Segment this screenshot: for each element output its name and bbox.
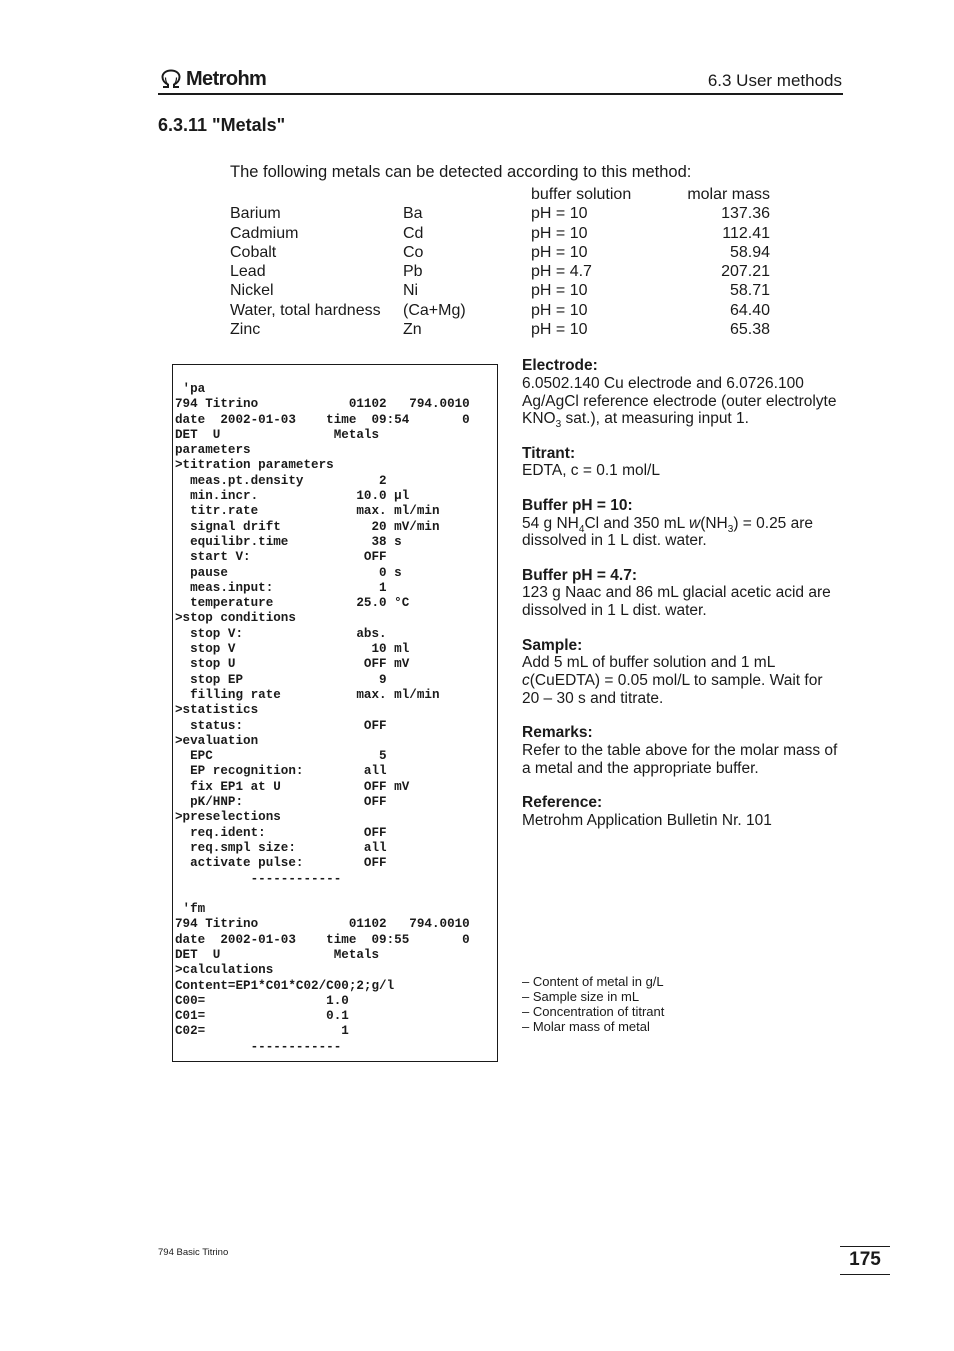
buffer10-heading: Buffer pH = 10: [522, 496, 633, 514]
remarks-line: Refer to the table above for the molar mass of [522, 742, 838, 760]
printout-line: start V: OFF [175, 550, 387, 565]
printout-line: activate pulse: OFF [175, 856, 387, 871]
buffer10-block [522, 497, 842, 550]
printout-line: >statistics [175, 703, 259, 718]
metal-symbol: (Ca+Mg) [403, 301, 466, 319]
titrant-block [522, 445, 842, 481]
text-run: Cl and 350 mL [584, 514, 689, 532]
buffer-solution: pH = 10 [531, 321, 588, 339]
column-header-buffer: buffer solution [531, 186, 632, 203]
printout-line: DET U Metals [175, 947, 380, 962]
printout-line [175, 887, 470, 902]
printout-box [172, 364, 498, 1062]
omega-icon [160, 69, 182, 89]
printout-line: stop V: abs. [175, 626, 387, 641]
molar-mass: 137.36 [721, 205, 770, 223]
buffer-solution: pH = 4.7 [531, 263, 592, 281]
printout-line: ------------ [175, 871, 342, 886]
buffer10-line [522, 515, 842, 533]
printout-line: titr.rate max. ml/min [175, 504, 440, 519]
printout-line: >stop conditions [175, 611, 296, 626]
buffer-solution: pH = 10 [531, 205, 588, 223]
buffer-solution: pH = 10 [531, 301, 588, 319]
printout-line: fix EP1 at U OFF mV [175, 779, 410, 794]
printout-line: pK/HNP: OFF [175, 795, 387, 810]
printout-line: equilibr.time 38 s [175, 534, 402, 549]
text-run: (NH [700, 514, 728, 532]
printout-line: 'fm [175, 902, 206, 917]
subscript: 3 [555, 419, 562, 431]
reference-heading: Reference: [522, 794, 603, 812]
metal-symbol: Zn [403, 321, 422, 339]
printout-line: date 2002-01-03 time 09:54 0 [175, 412, 470, 427]
printout-line: DET U Metals [175, 427, 380, 442]
printout-line: C01= 0.1 [175, 1009, 349, 1024]
metal-symbol: Pb [403, 263, 423, 281]
column-header-mass: molar mass [687, 186, 770, 203]
buffer-solution: pH = 10 [531, 243, 588, 261]
metal-name: Cobalt [230, 243, 277, 261]
remarks-line: a metal and the appropriate buffer. [522, 759, 759, 777]
buffer10-line: dissolved in 1 L dist. water. [522, 532, 707, 550]
printout-line: pause 0 s [175, 565, 402, 580]
metal-symbol: Co [403, 243, 424, 261]
printout-line: meas.pt.density 2 [175, 473, 387, 488]
buffer47-heading: Buffer pH = 4.7: [522, 566, 637, 584]
molar-mass: 58.94 [729, 243, 770, 261]
italic-run: w [688, 514, 701, 532]
printout-line: C02= 1 [175, 1024, 349, 1039]
printout-line: req.ident: OFF [175, 825, 387, 840]
header-section-title: 6.3 User methods [707, 71, 842, 90]
metal-name: Cadmium [230, 224, 299, 242]
reference-block [522, 794, 842, 830]
electrode-line: 6.0502.140 Cu electrode and 6.0726.100 [522, 374, 804, 392]
metal-name: Zinc [230, 321, 261, 339]
electrode-line: Ag/AgCl reference electrode (outer electrolyte [522, 392, 837, 410]
reference-text: Metrohm Application Bulletin Nr. 101 [522, 811, 772, 829]
metal-symbol: Ba [403, 205, 423, 223]
printout-line: C00= 1.0 [175, 993, 349, 1008]
metal-name: Barium [230, 205, 281, 223]
subscript: 4 [578, 523, 585, 535]
sample-line [522, 672, 842, 690]
calculation-legend [522, 974, 664, 1034]
titrant-heading: Titrant: [522, 444, 576, 462]
printout-line: stop U OFF mV [175, 657, 410, 672]
legend-item: – Molar mass of metal [522, 1019, 650, 1035]
molar-mass: 58.71 [729, 282, 770, 300]
printout-line: date 2002-01-03 time 09:55 0 [175, 932, 470, 947]
printout-line: stop EP 9 [175, 672, 387, 687]
sample-heading: Sample: [522, 636, 583, 654]
printout-line: parameters [175, 443, 251, 458]
titrant-text: EDTA, c = 0.1 mol/L [522, 462, 660, 480]
metal-symbol: Cd [403, 224, 424, 242]
printout-line: min.incr. 10.0 µl [175, 489, 410, 504]
sample-line: Add 5 mL of buffer solution and 1 mL [522, 654, 776, 672]
metal-name: Lead [230, 263, 266, 281]
molar-mass: 207.21 [721, 263, 770, 281]
printout-line: >titration parameters [175, 458, 334, 473]
legend-item: – Sample size in mL [522, 989, 640, 1005]
legend-item: – Concentration of titrant [522, 1004, 665, 1020]
molar-mass: 112.41 [722, 224, 770, 242]
electrode-block [522, 357, 842, 431]
printout-line: req.smpl size: all [175, 840, 387, 855]
printout-line: EP recognition: all [175, 764, 387, 779]
sample-line: 20 – 30 s and titrate. [522, 689, 664, 707]
text-run: sat.), at measuring input 1. [561, 410, 749, 428]
printout-line: >calculations [175, 963, 274, 978]
printout-line: EPC 5 [175, 749, 387, 764]
metal-name: Water, total hardness [230, 301, 381, 319]
brand-name: Metrohm [186, 67, 267, 90]
italic-run: c [522, 672, 530, 690]
legend-item: – Content of metal in g/L [522, 974, 664, 989]
printout-line: 794 Titrino 01102 794.0010 [175, 397, 470, 412]
page-number: 175 [840, 1249, 890, 1275]
printout-line: signal drift 20 mV/min [175, 519, 440, 534]
page-number-top-rule [840, 1246, 890, 1247]
printout-line: status: OFF [175, 718, 387, 733]
printout-line: temperature 25.0 °C [175, 596, 410, 611]
remarks-heading: Remarks: [522, 724, 593, 742]
molar-mass: 65.38 [729, 321, 770, 339]
intro-text: The following metals can be detected according to this method: [230, 163, 692, 181]
text-run: (CuEDTA) = 0.05 mol/L to sample. Wait for [529, 672, 823, 690]
metrohm-logo [160, 66, 266, 92]
subscript: 3 [727, 523, 734, 535]
header-rule [158, 93, 843, 95]
method-notes [522, 357, 842, 846]
text-run: 54 g NH [522, 514, 579, 532]
printout-line: 794 Titrino 01102 794.0010 [175, 917, 470, 932]
printout-text [175, 382, 470, 1055]
printout-line: ------------ [175, 1039, 342, 1054]
section-title: 6.3.11 "Metals" [158, 115, 286, 135]
buffer47-line: 123 g Naac and 86 mL glacial acetic acid are [522, 584, 831, 602]
molar-mass: 64.40 [729, 301, 770, 319]
printout-line: >evaluation [175, 733, 259, 748]
electrode-line [522, 410, 842, 431]
electrode-heading: Electrode: [522, 357, 598, 374]
metal-symbol: Ni [403, 282, 419, 300]
remarks-block [522, 724, 842, 777]
metal-name: Nickel [230, 282, 274, 300]
printout-line: >preselections [175, 810, 281, 825]
footer-product: 794 Basic Titrino [158, 1247, 229, 1258]
printout-line: stop V 10 ml [175, 642, 410, 657]
printout-line: 'pa [175, 382, 206, 396]
buffer47-line: dissolved in 1 L dist. water. [522, 602, 707, 620]
text-run: ) = 0.25 are [733, 514, 814, 532]
text-run: KNO [522, 410, 556, 428]
sample-block [522, 637, 842, 708]
printout-line: Content=EP1*C01*C02/C00;2;g/l [175, 978, 395, 993]
buffer47-block [522, 567, 842, 620]
buffer-solution: pH = 10 [531, 224, 588, 242]
printout-line: meas.input: 1 [175, 580, 387, 595]
printout-line: filling rate max. ml/min [175, 687, 440, 702]
buffer-solution: pH = 10 [531, 282, 588, 300]
